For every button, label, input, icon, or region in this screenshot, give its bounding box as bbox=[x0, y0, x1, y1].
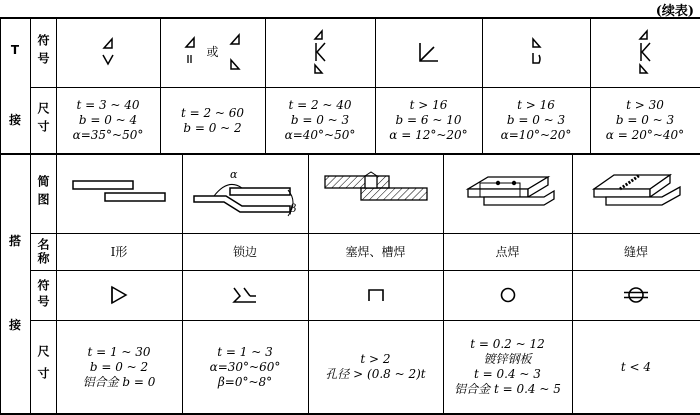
plug-slot-symbol-icon bbox=[365, 285, 387, 305]
name-spot-weld: 点焊 bbox=[495, 244, 520, 259]
lap-size-5: t < 4 bbox=[620, 359, 652, 374]
lock-edge-joint-drawing bbox=[190, 160, 300, 226]
t-symbol-4 bbox=[375, 17, 482, 87]
name-i-shape: I形 bbox=[110, 244, 128, 259]
lap-joint-label-top: 搭 bbox=[8, 234, 21, 248]
t-symbol-1 bbox=[56, 17, 160, 87]
t-symbol-row-label: 符号 bbox=[36, 34, 50, 70]
sketch-plug-weld bbox=[308, 153, 443, 233]
double-k-groove-symbol-icon bbox=[635, 29, 655, 75]
lap-symbol-3 bbox=[308, 270, 443, 320]
sketch-spot-weld bbox=[443, 153, 572, 233]
t-joint-group-label bbox=[0, 17, 30, 153]
name-seam-weld: 缝焊 bbox=[623, 244, 648, 259]
continued-label: (续表) bbox=[655, 4, 694, 19]
seam-weld-drawing bbox=[586, 165, 686, 221]
t-joint-label-top: T bbox=[10, 43, 20, 57]
t-size-6: t > 30 b = 0 ~ 3 α = 20°~40° bbox=[605, 98, 685, 142]
lap-name-row-label: 名称 bbox=[36, 237, 50, 266]
lap-size-1: t = 1 ~ 30 b = 0 ~ 2 铝合金 b = 0 bbox=[82, 344, 156, 389]
lap-symbol-4 bbox=[443, 270, 572, 320]
lap-joint-group-label bbox=[0, 153, 30, 413]
lap-symbol-2 bbox=[182, 270, 308, 320]
i-lap-joint-drawing bbox=[69, 173, 169, 213]
k-groove-symbol-icon bbox=[310, 29, 330, 75]
spot-weld-symbol-icon bbox=[498, 285, 518, 305]
t-symbol-5 bbox=[482, 17, 590, 87]
lap-sketch-row-label: 简图 bbox=[36, 175, 50, 211]
t-symbol-6 bbox=[590, 17, 700, 87]
square-lap-symbol-icon bbox=[108, 284, 130, 306]
symbol-or-text: 或 bbox=[206, 45, 219, 59]
lap-joint-label-bottom: 接 bbox=[8, 318, 21, 332]
t-symbol-3 bbox=[265, 17, 375, 87]
lap-size-2: t = 1 ~ 3 α=30°~60° β=0°~8° bbox=[209, 344, 281, 389]
sketch-seam-weld bbox=[572, 153, 700, 233]
t-size-3: t = 2 ~ 40 b = 0 ~ 3 α=40°~50° bbox=[284, 98, 356, 142]
lap-symbol-row-label: 符号 bbox=[36, 279, 50, 311]
lap-size-row-label: 尺寸 bbox=[36, 344, 50, 389]
t-joint-label-bottom: 接 bbox=[8, 113, 21, 127]
t-size-row-label: 尺寸 bbox=[36, 102, 50, 138]
k-weld-symbol-icon bbox=[98, 35, 118, 69]
sketch-lock-edge bbox=[182, 153, 308, 233]
t-size-4: t > 16 b = 6 ~ 10 α = 12°~20° bbox=[389, 98, 468, 142]
lap-symbol-1 bbox=[56, 270, 182, 320]
plug-weld-drawing bbox=[321, 170, 431, 216]
lap-size-3: t > 2 孔径 > (0.8 ~ 2)t bbox=[325, 352, 426, 381]
spot-weld-drawing bbox=[458, 163, 558, 223]
beta-label: β bbox=[290, 202, 297, 215]
name-lock-edge: 锁边 bbox=[232, 244, 257, 259]
bevel-groove-symbol-icon bbox=[416, 39, 442, 65]
lap-size-4: t = 0.2 ~ 12 镀锌钢板 t = 0.4 ~ 3 铝合金 t = 0.4 ~ 5 bbox=[454, 337, 561, 396]
flare-lap-symbol-icon bbox=[230, 284, 260, 306]
seam-weld-symbol-icon bbox=[621, 284, 651, 306]
t-symbol-2 bbox=[160, 17, 265, 87]
alpha-label: α bbox=[230, 168, 238, 181]
t-size-5: t > 16 b = 0 ~ 3 α=10°~20° bbox=[500, 98, 572, 142]
fillet-weld-symbol-icon bbox=[182, 34, 198, 70]
sketch-i-lap bbox=[56, 153, 182, 233]
name-plug-slot-weld: 塞焊、槽焊 bbox=[345, 244, 406, 259]
double-fillet-symbol-icon bbox=[227, 32, 243, 72]
lap-symbol-5 bbox=[572, 270, 700, 320]
t-size-1: t = 3 ~ 40 b = 0 ~ 4 α=35°~50° bbox=[72, 98, 144, 142]
j-groove-symbol-icon bbox=[527, 35, 545, 69]
t-size-2: t = 2 ~ 60 b = 0 ~ 2 bbox=[180, 105, 245, 135]
